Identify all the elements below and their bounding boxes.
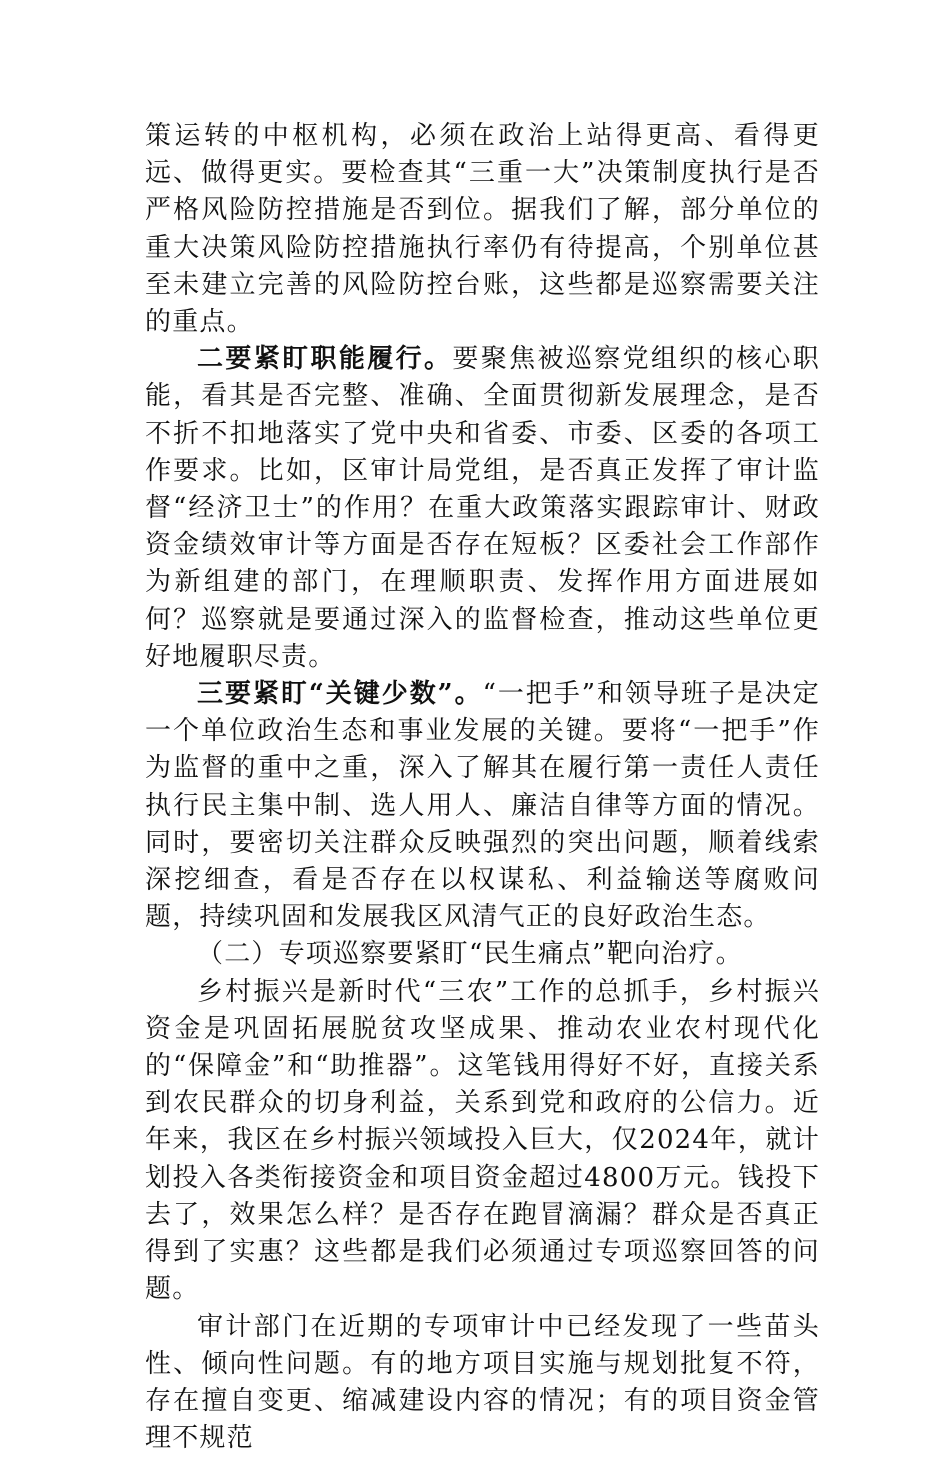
document-page — [145, 118, 820, 1457]
paragraph-2-text: 要聚焦被巡察党组织的核心职能，看其是否完整、准确、全面贯彻新发展理念，是否不折不扣地落实了党中央和省委、市委、区委的各项工作要求。比如，区审计局党组，是否真正发挥了审计监督“经济卫士”的作用？在重大政策落实跟踪审计、财政资金绩效审计等方面是否存在短板？区委社会工作部作为新组建的部门，在理顺职责、发挥作用方面进展如何？巡察就是要通过深入的监督检查，推动这些单位更好地履职尽责。 — [145, 344, 820, 672]
paragraph-6-text: 审计部门在近期的专项审计中已经发现了一些苗头性、倾向性问题。有的地方项目实施与规划批复不符，存在擅自变更、缩减建设内容的情况；有的项目资金管理不规范 — [145, 1312, 820, 1454]
paragraph-5-text: 乡村振兴是新时代“三农”工作的总抓手，乡村振兴资金是巩固拓展脱贫攻坚成果、推动农业农村现代化的“保障金”和“助推器”。这笔钱用得好不好，直接关系到农民群众的切身利益，关系到党和政府的公信力。近年来，我区在乡村振兴领域投入巨大，仅2024年，就计划投入各类衔接资金和项目资金超过4800万元。钱投下去了，效果怎么样？是否存在跑冒滴漏？群众是否真正得到了实惠？这些都是我们必须通过专项巡察回答的问题。 — [145, 977, 820, 1305]
paragraph-1-text: 策运转的中枢机构，必须在政治上站得更高、看得更远、做得更实。要检查其“三重一大”决策制度执行是否严格风险防控措施是否到位。据我们了解，部分单位的重大决策风险防控措施执行率仍有待提高，个别单位甚至未建立完善的风险防控台账，这些都是巡察需要关注的重点。 — [145, 121, 820, 337]
paragraph-3-text: “一把手”和领导班子是决定一个单位政治生态和事业发展的关键。要将“一把手”作为监督的重中之重，深入了解其在履行第一责任人责任执行民主集中制、选人用人、廉洁自律等方面的情况。同时，要密切关注群众反映强烈的突出问题，顺着线索深挖细查，看是否存在以权谋私、利益输送等腐败问题，持续巩固和发展我区风清气正的良好政治生态。 — [145, 679, 820, 932]
section-subheading — [145, 936, 820, 973]
paragraph-5 — [145, 974, 820, 1309]
paragraph-2-heading: 二要紧盯职能履行。 — [197, 344, 452, 374]
paragraph-3-heading: 三要紧盯“关键少数”。 — [197, 679, 483, 709]
section-subheading-text: （二）专项巡察要紧盯“民生痛点”靶向治疗。 — [197, 939, 743, 969]
paragraph-2 — [145, 341, 820, 676]
paragraph-1 — [145, 118, 820, 341]
paragraph-3 — [145, 676, 820, 936]
paragraph-6 — [145, 1309, 820, 1457]
